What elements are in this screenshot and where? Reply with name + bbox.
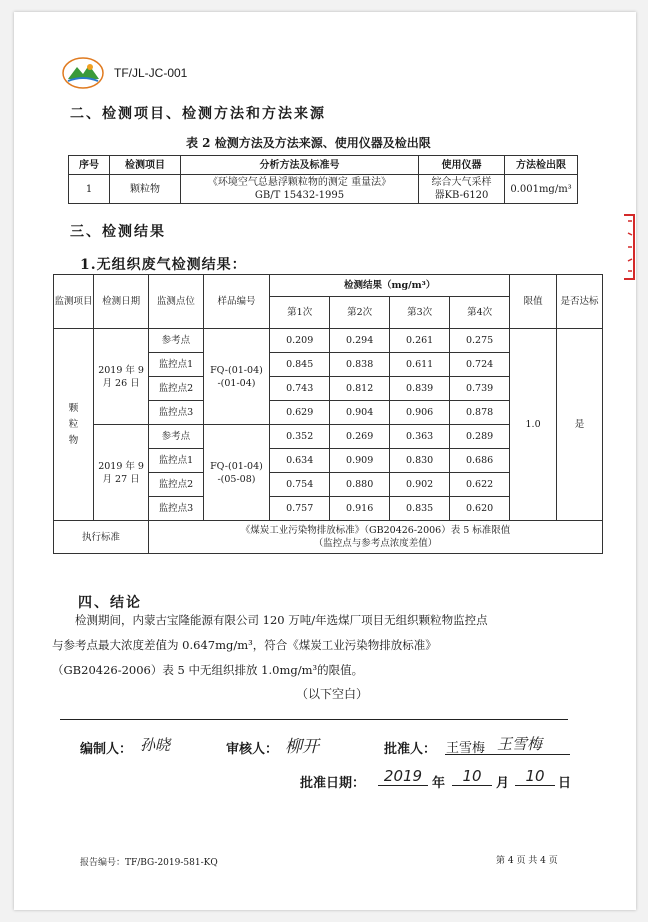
- table2-caption: 表 2 检测方法及方法来源、使用仪器及检出限: [186, 136, 431, 150]
- approver-name: 王雪梅: [446, 741, 486, 756]
- h-point: 监测点位: [149, 275, 204, 329]
- value-cell: 0.620: [450, 497, 510, 521]
- value-cell: 0.839: [390, 377, 450, 401]
- methods-header-row: [69, 156, 578, 175]
- h-r3: 第3次: [390, 297, 450, 329]
- approval-day: 10: [515, 767, 555, 786]
- date-cell: [94, 425, 149, 521]
- compliance-cell: 是: [557, 329, 603, 521]
- day-unit: 日: [558, 776, 572, 791]
- signature-divider: [60, 719, 568, 720]
- sample-cell: [203, 329, 270, 425]
- sample-line1: FQ-(01-04): [210, 460, 263, 472]
- standard-row: [54, 521, 603, 554]
- h-compliance: 是否达标: [557, 275, 603, 329]
- h-result-group: 检测结果（mg/m³）: [270, 275, 510, 297]
- point-cell: 参考点: [149, 425, 204, 449]
- value-cell: 0.909: [330, 449, 390, 473]
- value-cell: 0.916: [330, 497, 390, 521]
- sample-line2: -(05-08): [217, 473, 256, 485]
- month-unit: 月: [496, 776, 510, 791]
- item-cell: [54, 329, 94, 521]
- value-cell: 0.754: [270, 473, 330, 497]
- approver-signature: 王雪梅: [497, 735, 543, 753]
- value-cell: 0.906: [390, 401, 450, 425]
- date-cell: [94, 329, 149, 425]
- row-method: [181, 175, 419, 204]
- sample-line2: -(01-04): [217, 377, 256, 389]
- col-item: 检测项目: [110, 156, 181, 175]
- reviewer-signature: 柳开: [285, 737, 319, 757]
- compiler-label: 编制人：: [80, 742, 133, 757]
- value-cell: 0.363: [390, 425, 450, 449]
- compiler-signature: 孙晓: [140, 736, 171, 754]
- h-r1: 第1次: [270, 297, 330, 329]
- value-cell: 0.739: [450, 377, 510, 401]
- date-line1: 2019 年 9: [98, 364, 144, 376]
- row-instrument: [419, 175, 505, 204]
- seam-stamp-shape: [622, 213, 636, 281]
- col-instrument: 使用仪器: [419, 156, 505, 175]
- row-limit: 0.001mg/m³: [505, 175, 578, 204]
- section3-title: 三、检测结果: [70, 224, 166, 240]
- value-cell: 0.611: [390, 353, 450, 377]
- standard-line1: 《煤炭工业污染物排放标准》（GB20426-2006）表 5 标准限值: [240, 525, 511, 536]
- value-cell: 0.209: [270, 329, 330, 353]
- col-limit: 方法检出限: [505, 156, 578, 175]
- approval-month: 10: [452, 767, 492, 786]
- section2-title: 二、检测项目、检测方法和方法来源: [70, 106, 326, 122]
- point-cell: 监控点1: [149, 353, 204, 377]
- methods-table: [68, 155, 578, 204]
- limit-cell: 1.0: [510, 329, 557, 521]
- value-cell: 0.838: [330, 353, 390, 377]
- standard-text: [149, 521, 603, 554]
- point-cell: 监控点3: [149, 497, 204, 521]
- row-no: 1: [69, 175, 110, 204]
- value-cell: 0.686: [450, 449, 510, 473]
- date-line2: 月 26 日: [102, 377, 140, 389]
- row-item: 颗粒物: [110, 175, 181, 204]
- year-unit: 年: [432, 776, 446, 791]
- value-cell: 0.757: [270, 497, 330, 521]
- instrument-line2: 器KB-6120: [434, 190, 489, 201]
- point-cell: 监控点3: [149, 401, 204, 425]
- sample-line1: FQ-(01-04): [210, 364, 263, 376]
- approval-year: 2019: [378, 767, 428, 786]
- point-cell: 监控点1: [149, 449, 204, 473]
- col-method: 分析方法及标准号: [181, 156, 419, 175]
- value-cell: 0.724: [450, 353, 510, 377]
- value-cell: 0.289: [450, 425, 510, 449]
- conclusion-line3: （GB20426-2006）表 5 中无组织排放 1.0mg/m³的限值。: [52, 663, 364, 677]
- point-cell: 监控点2: [149, 377, 204, 401]
- h-sample: 样品编号: [203, 275, 270, 329]
- value-cell: 0.269: [330, 425, 390, 449]
- page-info: 第 4 页 共 4 页: [496, 856, 558, 866]
- value-cell: 0.902: [390, 473, 450, 497]
- table-row: [54, 329, 603, 353]
- conclusion-line1: 检测期间，内蒙古宝隆能源有限公司 120 万吨/年选煤厂项目无组织颗粒物监控点: [75, 613, 488, 627]
- approver-underline: [445, 754, 570, 755]
- point-cell: 参考点: [149, 329, 204, 353]
- seam-stamp: [622, 213, 636, 281]
- report-number: 报告编号：TF/BG-2019-581-KQ: [80, 858, 218, 868]
- value-cell: 0.904: [330, 401, 390, 425]
- company-logo: [62, 57, 104, 89]
- section3-subtitle: 1.无组织废气检测结果：: [80, 257, 247, 273]
- value-cell: 0.294: [330, 329, 390, 353]
- item-name: 颗粒物: [68, 402, 79, 446]
- results-table: [53, 274, 603, 554]
- document-code: TF/JL-JC-001: [114, 66, 188, 80]
- methods-row: [69, 175, 578, 204]
- h-r2: 第2次: [330, 297, 390, 329]
- value-cell: 0.261: [390, 329, 450, 353]
- h-date: 检测日期: [94, 275, 149, 329]
- value-cell: 0.743: [270, 377, 330, 401]
- value-cell: 0.622: [450, 473, 510, 497]
- approver-label: 批准人：: [384, 742, 437, 757]
- value-cell: 0.629: [270, 401, 330, 425]
- date-line2: 月 27 日: [102, 473, 140, 485]
- h-item: 监测项目: [54, 275, 94, 329]
- sample-cell: [203, 425, 270, 521]
- approval-date-label: 批准日期：: [300, 776, 366, 791]
- value-cell: 0.880: [330, 473, 390, 497]
- reviewer-label: 审核人：: [226, 742, 279, 757]
- value-cell: 0.812: [330, 377, 390, 401]
- section4-title: 四、结论: [78, 595, 142, 611]
- standard-label: 执行标准: [54, 521, 149, 554]
- value-cell: 0.830: [390, 449, 450, 473]
- value-cell: 0.878: [450, 401, 510, 425]
- date-line1: 2019 年 9: [98, 460, 144, 472]
- results-header-row-1: [54, 275, 603, 297]
- instrument-line1: 综合大气采样: [431, 177, 492, 188]
- blank-note: （以下空白）: [296, 687, 369, 701]
- conclusion-line2: 与参考点最大浓度差值为 0.647mg/m³，符合《煤炭工业污染物排放标准》: [52, 638, 437, 652]
- h-r4: 第4次: [450, 297, 510, 329]
- method-standard: GB/T 15432-1995: [254, 190, 345, 201]
- value-cell: 0.634: [270, 449, 330, 473]
- value-cell: 0.845: [270, 353, 330, 377]
- value-cell: 0.275: [450, 329, 510, 353]
- standard-line2: （监控点与参考点浓度差值）: [313, 538, 438, 549]
- value-cell: 0.352: [270, 425, 330, 449]
- h-limit: 限值: [510, 275, 557, 329]
- point-cell: 监控点2: [149, 473, 204, 497]
- value-cell: 0.835: [390, 497, 450, 521]
- col-no: 序号: [69, 156, 110, 175]
- method-name: 《环境空气总悬浮颗粒物的测定 重量法》: [207, 177, 392, 188]
